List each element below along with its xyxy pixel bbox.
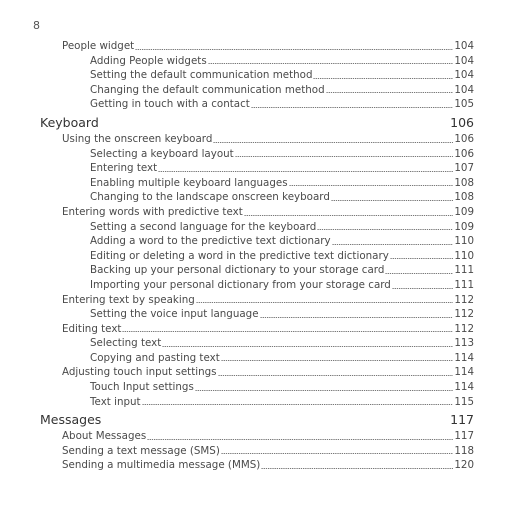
toc-entry[interactable] bbox=[40, 444, 474, 459]
toc-entry[interactable] bbox=[40, 263, 474, 278]
toc-entry-page: 104 bbox=[454, 83, 474, 96]
toc-entry-page: 120 bbox=[454, 459, 474, 472]
toc-entry-page: 117 bbox=[450, 412, 474, 428]
toc-entry-title: Changing the default communication method bbox=[90, 83, 325, 96]
toc-entry[interactable] bbox=[40, 83, 474, 98]
toc-entry-title: Entering text by speaking bbox=[62, 293, 195, 306]
toc-entry-page: 104 bbox=[454, 69, 474, 82]
toc-entry-title: Enabling multiple keyboard languages bbox=[90, 176, 288, 189]
toc-entry-page: 109 bbox=[454, 205, 474, 218]
toc-entry-title: Adding People widgets bbox=[90, 54, 207, 67]
toc-entry-title: People widget bbox=[62, 40, 135, 52]
toc-entry-page: 106 bbox=[454, 132, 474, 145]
toc-dot-leader bbox=[221, 360, 454, 361]
toc-dot-leader bbox=[208, 63, 454, 64]
toc-entry[interactable] bbox=[40, 458, 474, 473]
toc-entry[interactable] bbox=[40, 249, 474, 264]
toc-entry-title: Using the onscreen keyboard bbox=[62, 132, 213, 145]
toc-entry-page: 112 bbox=[454, 293, 474, 306]
toc-entry[interactable] bbox=[40, 336, 474, 351]
toc-entry-title: Entering words with predictive text bbox=[62, 205, 243, 218]
toc-entry-page: 114 bbox=[454, 366, 474, 379]
page-number: 8 bbox=[33, 19, 40, 32]
toc-entry[interactable] bbox=[40, 293, 474, 308]
toc-chapter-heading[interactable] bbox=[40, 411, 474, 429]
toc-entry[interactable] bbox=[40, 68, 474, 83]
toc-dot-leader bbox=[213, 142, 453, 143]
toc-dot-leader bbox=[385, 273, 453, 274]
toc-entry-title: Touch Input settings bbox=[90, 381, 194, 394]
table-of-contents bbox=[40, 39, 474, 473]
toc-entry-title: Selecting a keyboard layout bbox=[90, 147, 234, 160]
toc-dot-leader bbox=[392, 288, 454, 289]
toc-dot-leader bbox=[331, 200, 453, 201]
toc-entry-title: Adding a word to the predictive text dictionary bbox=[90, 235, 331, 248]
toc-dot-leader bbox=[260, 317, 454, 318]
toc-entry-page: 111 bbox=[454, 278, 474, 291]
toc-entry[interactable] bbox=[40, 380, 474, 395]
toc-entry[interactable] bbox=[40, 234, 474, 249]
toc-entry-page: 109 bbox=[454, 220, 474, 233]
toc-entry[interactable] bbox=[40, 54, 474, 69]
toc-entry-title: Selecting text bbox=[90, 337, 162, 350]
toc-entry-page: 115 bbox=[454, 395, 474, 408]
toc-entry-page: 118 bbox=[454, 444, 474, 457]
toc-entry-title: Setting the voice input language bbox=[90, 308, 259, 321]
toc-entry-title: Entering text bbox=[90, 162, 158, 175]
toc-entry-title: Importing your personal dictionary from your storage card bbox=[90, 278, 391, 291]
toc-entry[interactable] bbox=[40, 278, 474, 293]
toc-dot-leader bbox=[317, 229, 453, 230]
toc-entry-title: Messages bbox=[40, 412, 102, 428]
toc-dot-leader bbox=[251, 107, 454, 108]
toc-dot-leader bbox=[218, 375, 454, 376]
toc-entry[interactable] bbox=[40, 307, 474, 322]
toc-entry-page: 114 bbox=[454, 381, 474, 394]
toc-entry-title: Setting the default communication method bbox=[90, 69, 313, 82]
toc-entry[interactable] bbox=[40, 322, 474, 337]
toc-dot-leader bbox=[195, 390, 454, 391]
toc-entry-page: 105 bbox=[454, 98, 474, 111]
toc-entry[interactable] bbox=[40, 205, 474, 220]
toc-entry[interactable] bbox=[40, 161, 474, 176]
toc-entry-page: 107 bbox=[454, 162, 474, 175]
toc-entry[interactable] bbox=[40, 147, 474, 162]
toc-entry[interactable] bbox=[40, 176, 474, 191]
toc-entry[interactable] bbox=[40, 190, 474, 205]
toc-dot-leader bbox=[261, 468, 453, 469]
toc-dot-leader bbox=[196, 302, 454, 303]
toc-dot-leader bbox=[390, 258, 454, 259]
toc-entry-title: Copying and pasting text bbox=[90, 351, 220, 364]
toc-entry-title: Getting in touch with a contact bbox=[90, 98, 250, 111]
toc-dot-leader bbox=[235, 156, 454, 157]
toc-entry-title: Editing or deleting a word in the predictive text dictionary bbox=[90, 249, 389, 262]
toc-entry-title: Sending a text message (SMS) bbox=[62, 444, 220, 457]
toc-dot-leader bbox=[289, 185, 454, 186]
toc-entry-title: Keyboard bbox=[40, 114, 99, 130]
toc-entry-page: 106 bbox=[454, 147, 474, 160]
toc-entry-page: 111 bbox=[454, 264, 474, 277]
toc-entry[interactable] bbox=[40, 365, 474, 380]
toc-entry-page: 112 bbox=[454, 308, 474, 321]
toc-dot-leader bbox=[326, 92, 454, 93]
toc-entry-page: 114 bbox=[454, 351, 474, 364]
toc-dot-leader bbox=[332, 244, 454, 245]
toc-entry[interactable] bbox=[40, 39, 474, 54]
toc-entry-title: Changing to the landscape onscreen keyboard bbox=[90, 191, 330, 204]
toc-entry-title: Adjusting touch input settings bbox=[62, 366, 217, 379]
toc-entry-title: Backing up your personal dictionary to your storage card bbox=[90, 264, 385, 277]
toc-dot-leader bbox=[162, 346, 453, 347]
toc-entry-title: Text input bbox=[90, 395, 141, 408]
toc-dot-leader bbox=[142, 404, 454, 405]
toc-dot-leader bbox=[147, 439, 453, 440]
toc-entry-title: About Messages bbox=[62, 430, 147, 443]
toc-entry[interactable] bbox=[40, 132, 474, 147]
toc-entry[interactable] bbox=[40, 220, 474, 235]
toc-entry[interactable] bbox=[40, 429, 474, 444]
toc-entry-page: 110 bbox=[454, 235, 474, 248]
toc-entry[interactable] bbox=[40, 395, 474, 410]
toc-entry-page: 112 bbox=[454, 322, 474, 335]
toc-dot-leader bbox=[122, 331, 453, 332]
toc-dot-leader bbox=[158, 171, 453, 172]
toc-entry-title: Editing text bbox=[62, 322, 122, 335]
toc-entry-page: 110 bbox=[454, 249, 474, 262]
toc-dot-leader bbox=[135, 49, 453, 50]
toc-dot-leader bbox=[221, 453, 453, 454]
toc-entry-page: 104 bbox=[454, 40, 474, 52]
toc-chapter-heading[interactable] bbox=[40, 114, 474, 132]
toc-entry-page: 117 bbox=[454, 430, 474, 443]
toc-dot-leader bbox=[313, 78, 453, 79]
toc-entry-page: 104 bbox=[454, 54, 474, 67]
toc-entry-title: Setting a second language for the keyboard bbox=[90, 220, 317, 233]
toc-entry-title: Sending a multimedia message (MMS) bbox=[62, 459, 261, 472]
toc-entry-page: 106 bbox=[450, 114, 474, 130]
toc-entry[interactable] bbox=[40, 351, 474, 366]
toc-entry-page: 108 bbox=[454, 191, 474, 204]
toc-dot-leader bbox=[244, 215, 454, 216]
toc-entry-page: 113 bbox=[454, 337, 474, 350]
toc-entry-page: 108 bbox=[454, 176, 474, 189]
toc-entry[interactable] bbox=[40, 97, 474, 112]
